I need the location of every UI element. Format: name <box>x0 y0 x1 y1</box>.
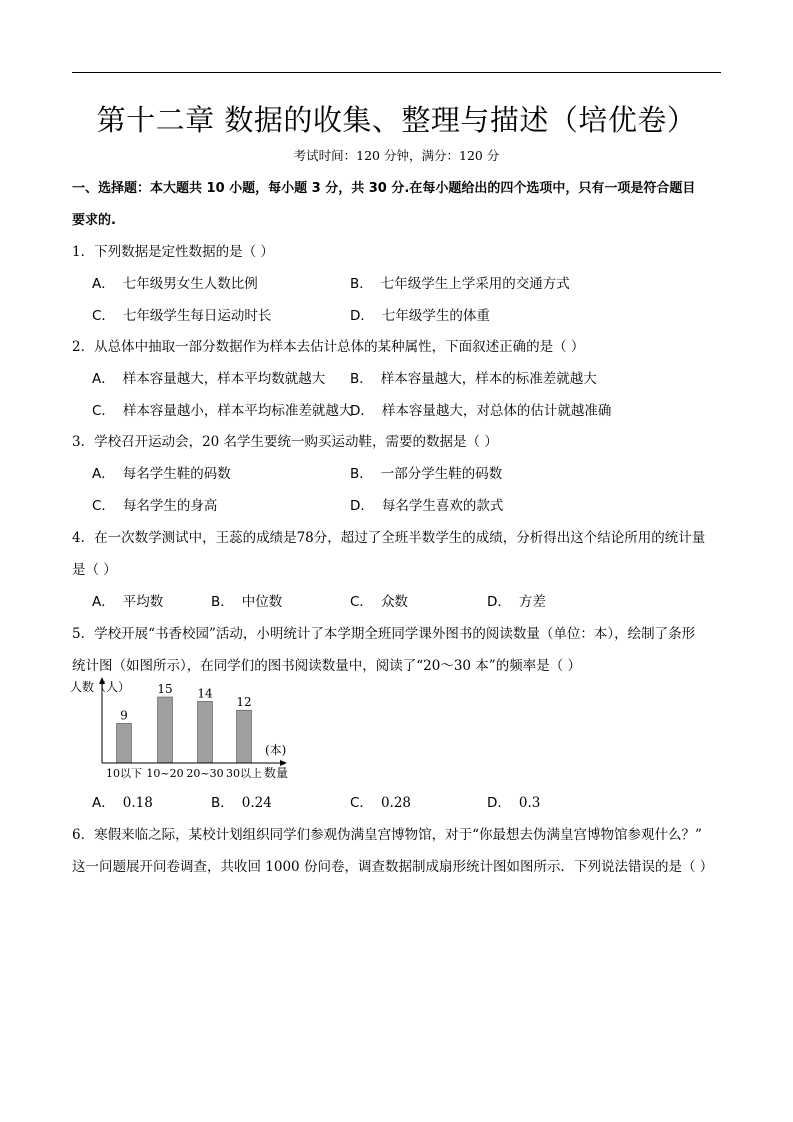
x-tick-label: 10~20 <box>146 767 184 780</box>
question-6-stem-line2: 这一问题展开问卷调查，共收回 1000 份问卷，调查数据制成扇形统计图如图所示．下列说法错误的是（ ） <box>72 859 714 875</box>
question-3-option-d <box>350 494 503 514</box>
option-key: D． <box>350 498 374 514</box>
question-6-stem-line1: 6．寒假来临之际，某校计划组织同学们参观伪满皇宫博物馆，对于“你最想去伪满皇宫博物馆参观什么？” <box>72 827 702 843</box>
option-text: 0.3 <box>518 795 541 811</box>
reading-bar-chart <box>68 675 300 785</box>
section-heading-line1: 一、选择题：本大题共 10 小题，每小题 3 分，共 30 分.在每小题给出的四个选项中，只有一项是符合题目 <box>72 181 696 196</box>
option-text: 样本容量越大，对总体的估计就越准确 <box>381 403 612 419</box>
bar-value-label: 9 <box>120 708 128 723</box>
x-tick-label: 30以上 <box>226 767 262 780</box>
page-title: 第十二章 数据的收集、整理与描述（培优卷） <box>96 103 697 137</box>
question-1-stem: 1．下列数据是定性数据的是（ ） <box>72 244 274 260</box>
question-3-option-a <box>92 462 231 482</box>
option-text: 七年级学生每日运动时长 <box>122 308 272 324</box>
option-text: 0.28 <box>380 795 411 811</box>
question-5-stem-line2: 统计图（如图所示），在同学们的图书阅读数量中，阅读了“20～30 本”的频率是（ ） <box>72 658 581 674</box>
x-tick-label: 20~30 <box>186 767 224 780</box>
header-rule <box>72 72 721 73</box>
question-1-option-b <box>350 272 570 292</box>
option-key: B． <box>350 466 373 482</box>
option-key: C． <box>92 308 115 324</box>
option-text: 每名学生喜欢的款式 <box>381 498 504 514</box>
option-key: A． <box>92 466 115 482</box>
question-3-stem: 3．学校召开运动会，20 名学生要统一购买运动鞋，需要的数据是（ ） <box>72 434 498 450</box>
y-axis-label: 人数（人） <box>70 680 131 694</box>
question-5-option-c <box>350 791 411 811</box>
question-4-option-d <box>487 590 546 610</box>
section-heading-line2: 要求的. <box>72 213 116 228</box>
option-text: 每名学生的身高 <box>122 498 218 514</box>
question-2-stem: 2．从总体中抽取一部分数据作为样本去估计总体的某种属性，下面叙述正确的是（ ） <box>72 339 585 355</box>
option-text: 0.24 <box>241 795 272 811</box>
question-4-option-b <box>211 590 282 610</box>
bar-30以上 <box>237 710 252 763</box>
option-text: 样本容量越大，样本的标准差就越大 <box>380 371 597 387</box>
option-key: B． <box>350 276 373 292</box>
bar-20~30 <box>198 701 213 763</box>
question-5-option-b <box>211 791 272 811</box>
option-key: C． <box>350 795 373 811</box>
option-key: B． <box>211 594 234 610</box>
option-key: C． <box>92 403 115 419</box>
option-text: 每名学生鞋的码数 <box>122 466 231 482</box>
question-1-option-d <box>350 304 490 324</box>
question-1-option-c <box>92 304 271 324</box>
question-4-stem-line2: 是（ ） <box>72 562 117 578</box>
option-text: 众数 <box>380 594 408 610</box>
option-text: 方差 <box>518 594 546 610</box>
question-3-option-b <box>350 462 502 482</box>
question-2-option-a <box>92 367 325 387</box>
option-text: 七年级学生的体重 <box>381 308 490 324</box>
bar-value-label: 14 <box>197 686 213 701</box>
x-axis-unit: (本) <box>265 743 287 757</box>
question-3-option-c <box>92 494 217 514</box>
option-text: 平均数 <box>122 594 164 610</box>
option-key: C． <box>92 498 115 514</box>
option-key: A． <box>92 795 115 811</box>
option-text: 一部分学生鞋的码数 <box>380 466 503 482</box>
question-5-stem-line1: 5．学校开展“书香校园”活动，小明统计了本学期全班同学课外图书的阅读数量（单位：本），绘制了条形 <box>72 626 696 642</box>
question-5-option-d <box>487 791 540 811</box>
option-text: 样本容量越大，样本平均数就越大 <box>122 371 326 387</box>
question-1-option-a <box>92 272 258 292</box>
option-key: A． <box>92 594 115 610</box>
option-key: D． <box>487 795 511 811</box>
x-axis-label: 数量 <box>264 766 289 780</box>
bar-10~20 <box>158 697 173 763</box>
question-4-stem-line1: 4．在一次数学测试中，王蕊的成绩是78分，超过了全班半数学生的成绩，分析得出这个结论所用的统计量 <box>72 530 706 546</box>
exam-info: 考试时间：120 分钟，满分：120 分 <box>293 148 500 163</box>
option-key: B． <box>211 795 234 811</box>
option-text: 0.18 <box>122 795 153 811</box>
option-text: 样本容量越小，样本平均标准差就越大 <box>122 403 353 419</box>
option-key: D． <box>350 403 374 419</box>
option-key: C． <box>350 594 373 610</box>
question-2-option-d <box>350 399 611 419</box>
option-key: A． <box>92 371 115 387</box>
option-text: 七年级男女生人数比例 <box>122 276 258 292</box>
bar-value-label: 12 <box>236 695 252 710</box>
option-key: D． <box>350 308 374 324</box>
option-text: 七年级学生上学采用的交通方式 <box>380 276 570 292</box>
question-2-option-b <box>350 367 597 387</box>
option-key: B． <box>350 371 373 387</box>
option-key: D． <box>487 594 511 610</box>
bar-value-label: 15 <box>157 682 173 696</box>
bar-10以下 <box>117 723 132 763</box>
option-key: A． <box>92 276 115 292</box>
question-2-option-c <box>92 399 352 419</box>
question-5-option-a <box>92 791 153 811</box>
x-tick-label: 10以下 <box>106 767 142 780</box>
question-4-option-c <box>350 590 408 610</box>
option-text: 中位数 <box>241 594 283 610</box>
question-4-option-a <box>92 590 163 610</box>
